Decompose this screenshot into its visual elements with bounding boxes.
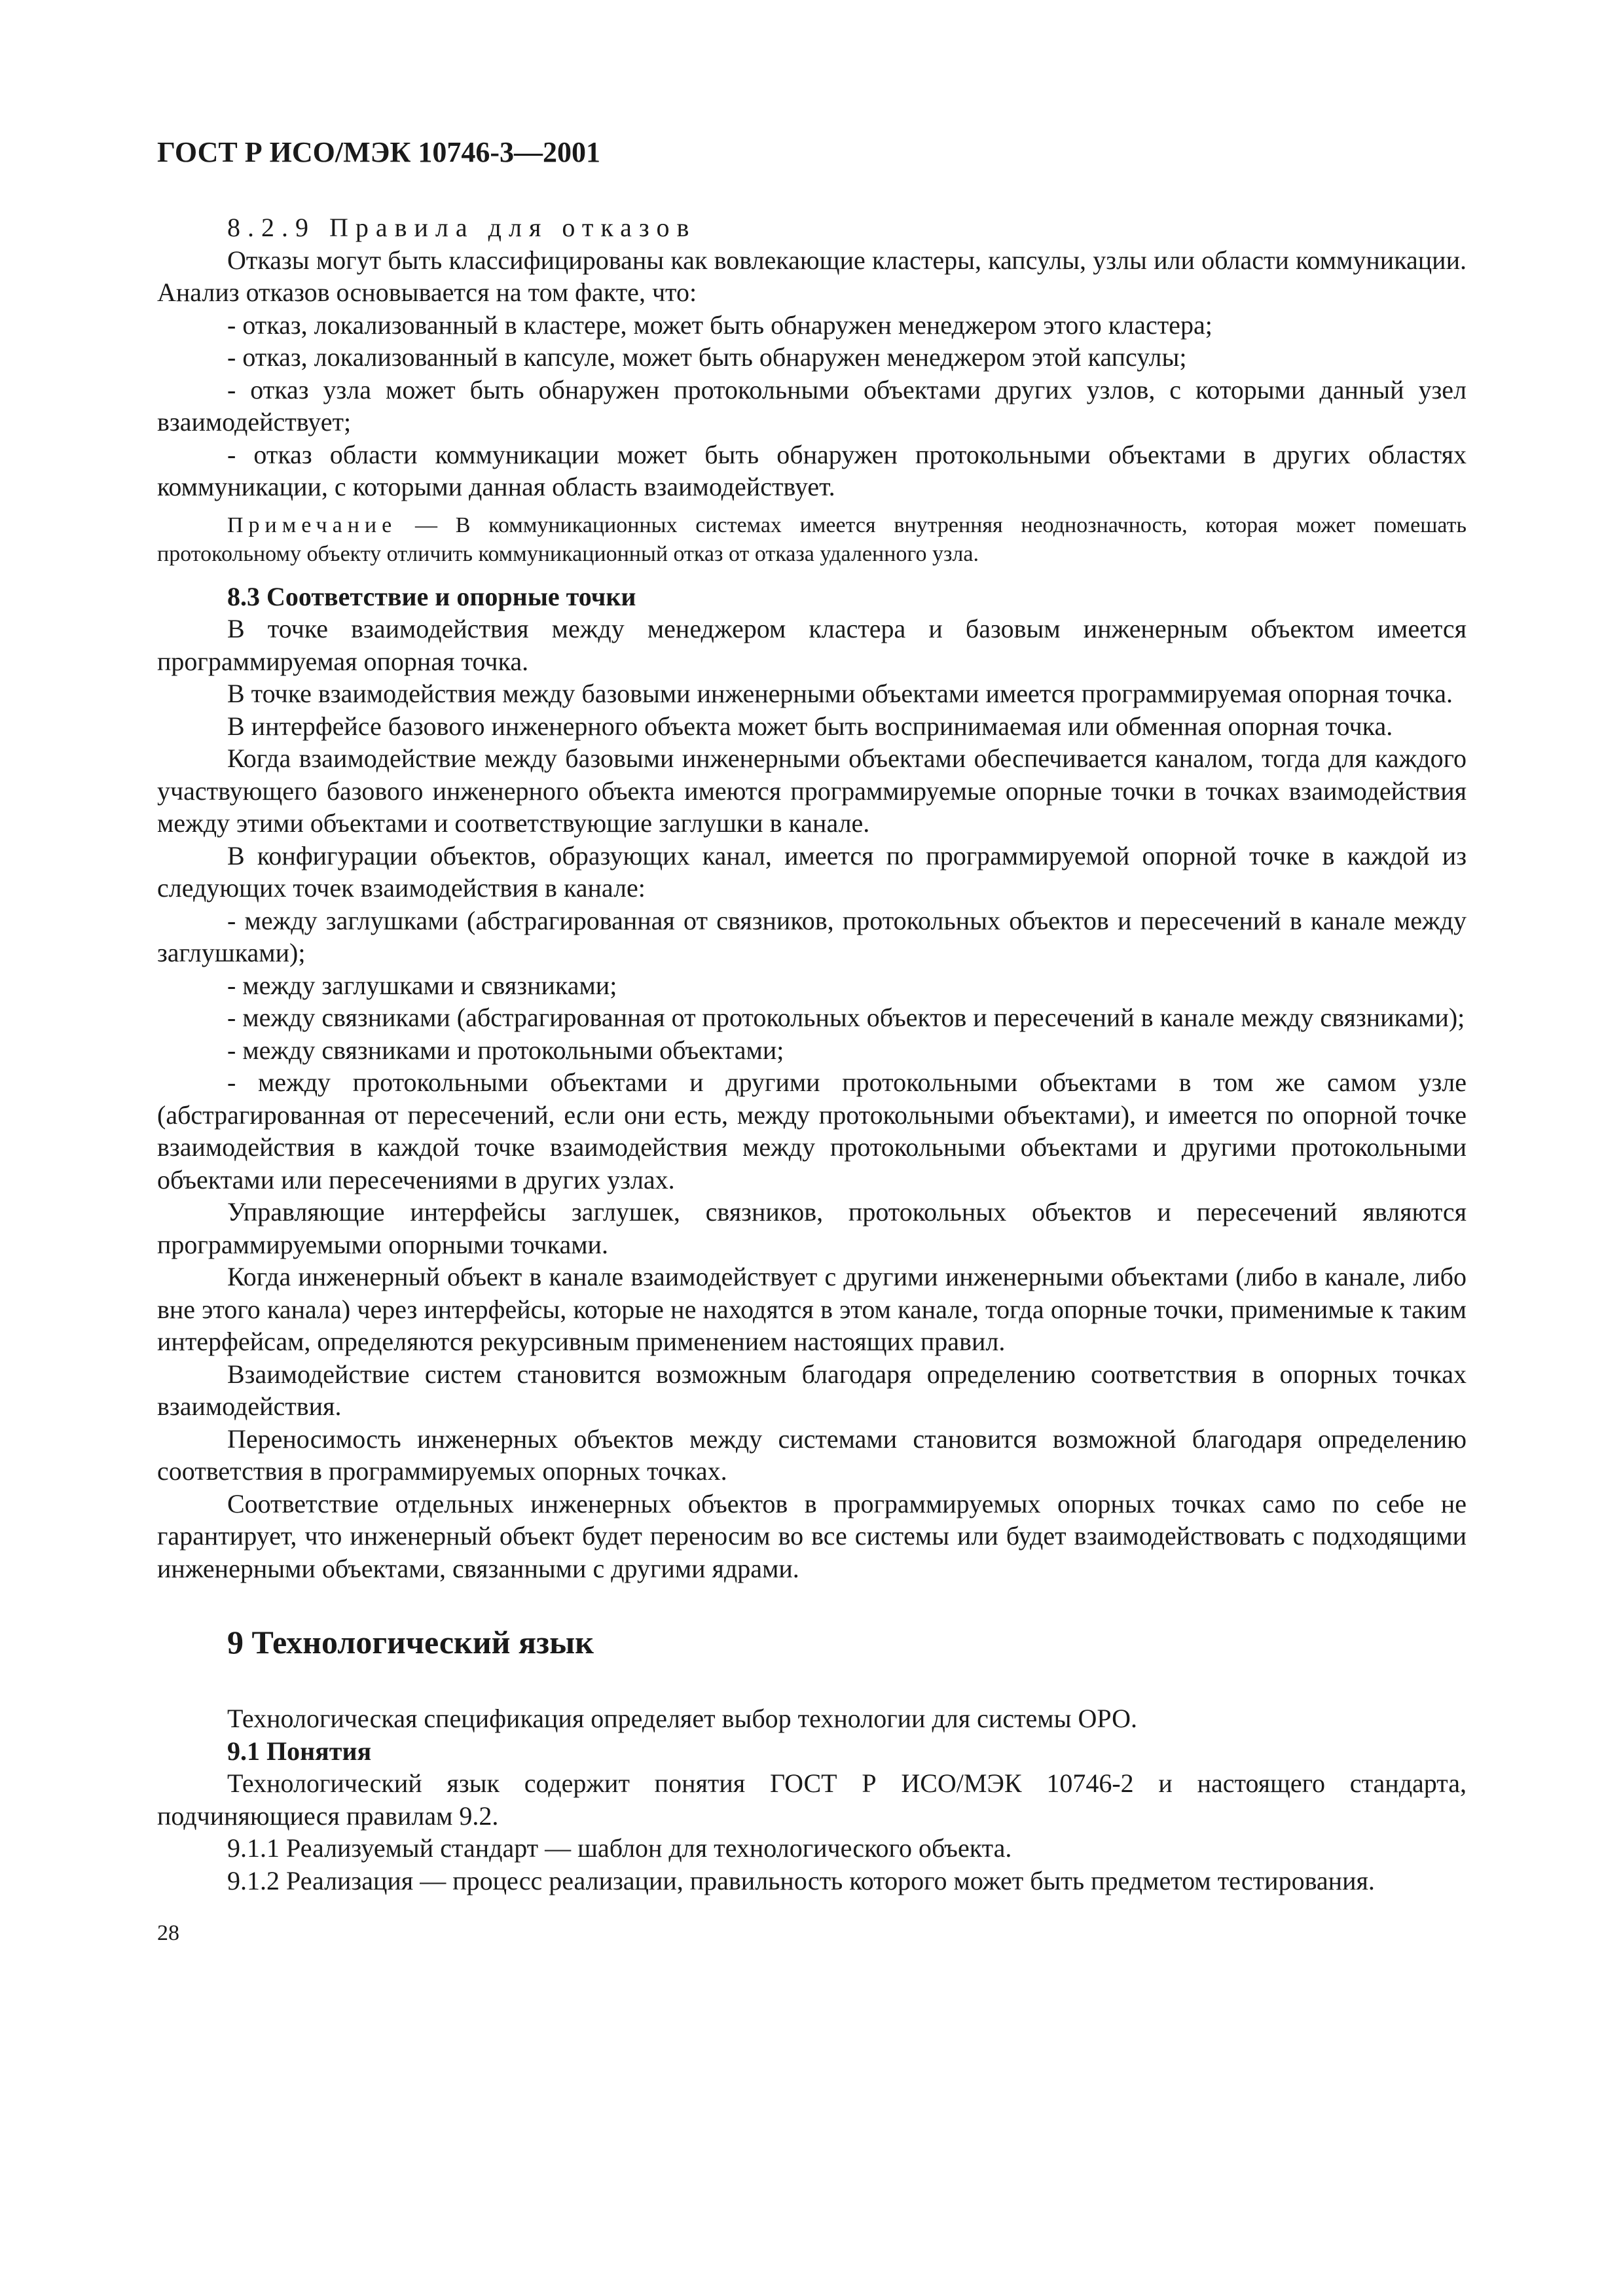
list-item: - между протокольными объектами и другими протокольными объектами в том же самом узле (абстрагированная от пересечений, если они есть, между протокольными объектами), и имеется по опорной точке взаимодействия в каждой точке взаимодействия между протокольными объектами и другими протокольными объектами или пересечениями в других узлах.	[157, 1067, 1467, 1194]
section-8-3-heading: 8.3 Соответствие и опорные точки	[227, 581, 636, 611]
paragraph: Отказы могут быть классифицированы как вовлекающие кластеры, капсулы, узлы или области коммуникации. Анализ отказов основывается на том факте, что:	[157, 245, 1467, 307]
document-standard-title: ГОСТ Р ИСО/МЭК 10746-3—2001	[157, 136, 601, 168]
section-9	[157, 1702, 1467, 1897]
paragraph: Взаимодействие систем становится возможным благодаря определению соответствия в опорных точках взаимодействия.	[157, 1359, 1467, 1421]
paragraph: Технологический язык содержит понятия ГОСТ Р ИСО/МЭК 10746-2 и настоящего стандарта, подчиняющиеся правилам 9.2.	[157, 1768, 1467, 1831]
list-item: - между заглушками (абстрагированная от связников, протокольных объектов и пересечений в канале между заглушками);	[157, 905, 1467, 967]
paragraph: Технологическая спецификация определяет выбор технологии для системы ОРО.	[227, 1704, 1137, 1733]
list-item: - отказ, локализованный в кластере, может быть обнаружен менеджером этого кластера;	[227, 310, 1213, 340]
list-item: - между связниками и протокольными объектами;	[227, 1035, 784, 1065]
definition-9-1-2: 9.1.2 Реализация — процесс реализации, правильность которого может быть предметом тестирования.	[227, 1865, 1375, 1895]
definition-9-1-1: 9.1.1 Реализуемый стандарт — шаблон для технологического объекта.	[227, 1833, 1012, 1863]
section-8-2-9-heading: 8.2.9 Правила для отказов	[227, 213, 697, 242]
note-text: — В коммуникационных системах имеется внутренняя неоднозначность, которая может помешать протокольному объекту отличить коммуникационный отказ от отказа удаленного узла.	[157, 512, 1467, 566]
paragraph: В точке взаимодействия между базовыми инженерными объектами имеется программируемая опорная точка.	[227, 679, 1453, 708]
paragraph: Соответствие отдельных инженерных объектов в программируемых опорных точках само по себе не гарантирует, что инженерный объект будет переносим во все системы или будет взаимодействовать с подходящими инженерными объектами, связанными с другими ядрами.	[157, 1488, 1467, 1583]
paragraph: В интерфейсе базового инженерного объекта может быть воспринимаемая или обменная опорная точка.	[227, 711, 1393, 741]
note	[157, 511, 1467, 569]
section-9-title: 9 Технологический язык	[227, 1624, 594, 1660]
section-8-3	[157, 581, 1467, 1585]
list-item: - отказ, локализованный в капсуле, может быть обнаружен менеджером этой капсулы;	[227, 342, 1187, 372]
document-page	[157, 134, 1467, 2215]
paragraph: Управляющие интерфейсы заглушек, связников, протокольных объектов и пересечений являются программируемыми опорными точками.	[157, 1197, 1467, 1259]
list-item: - между связниками (абстрагированная от протокольных объектов и пересечений в канале между связниками);	[227, 1003, 1465, 1032]
paragraph: Переносимость инженерных объектов между системами становится возможной благодаря определению соответствия в программируемых опорных точках.	[157, 1424, 1467, 1486]
note-lead: Примечание	[227, 512, 397, 537]
paragraph: В конфигурации объектов, образующих канал, имеется по программируемой опорной точке в каждой из следующих точек взаимодействия в канале:	[157, 840, 1467, 903]
paragraph: Когда взаимодействие между базовыми инженерными объектами обеспечивается каналом, тогда для каждого участвующего базового инженерного объекта имеются программируемые опорные точки в точках взаимодействия между этими объектами и соответствующие заглушки в канале.	[157, 744, 1467, 838]
section-8-2-9	[157, 211, 1467, 503]
section-9-1-heading: 9.1 Понятия	[227, 1736, 372, 1766]
list-item: - между заглушками и связниками;	[227, 970, 617, 1000]
list-item: - отказ области коммуникации может быть обнаружен протокольными объектами в других областях коммуникации, с которыми данная область взаимодействует.	[157, 439, 1467, 501]
paragraph: В точке взаимодействия между менеджером кластера и базовым инженерным объектом имеется программируемая опорная точка.	[157, 614, 1467, 676]
paragraph: Когда инженерный объект в канале взаимодействует с другими инженерными объектами (либо в канале, либо вне этого канала) через интерфейсы, которые не находятся в этом канале, тогда опорные точки, применимые к таким интерфейсам, определяются рекурсивным применением настоящих правил.	[157, 1262, 1467, 1356]
page-number: 28	[157, 1921, 179, 1945]
list-item: - отказ узла может быть обнаружен протокольными объектами других узлов, с которыми данный узел взаимодействует;	[157, 374, 1467, 437]
